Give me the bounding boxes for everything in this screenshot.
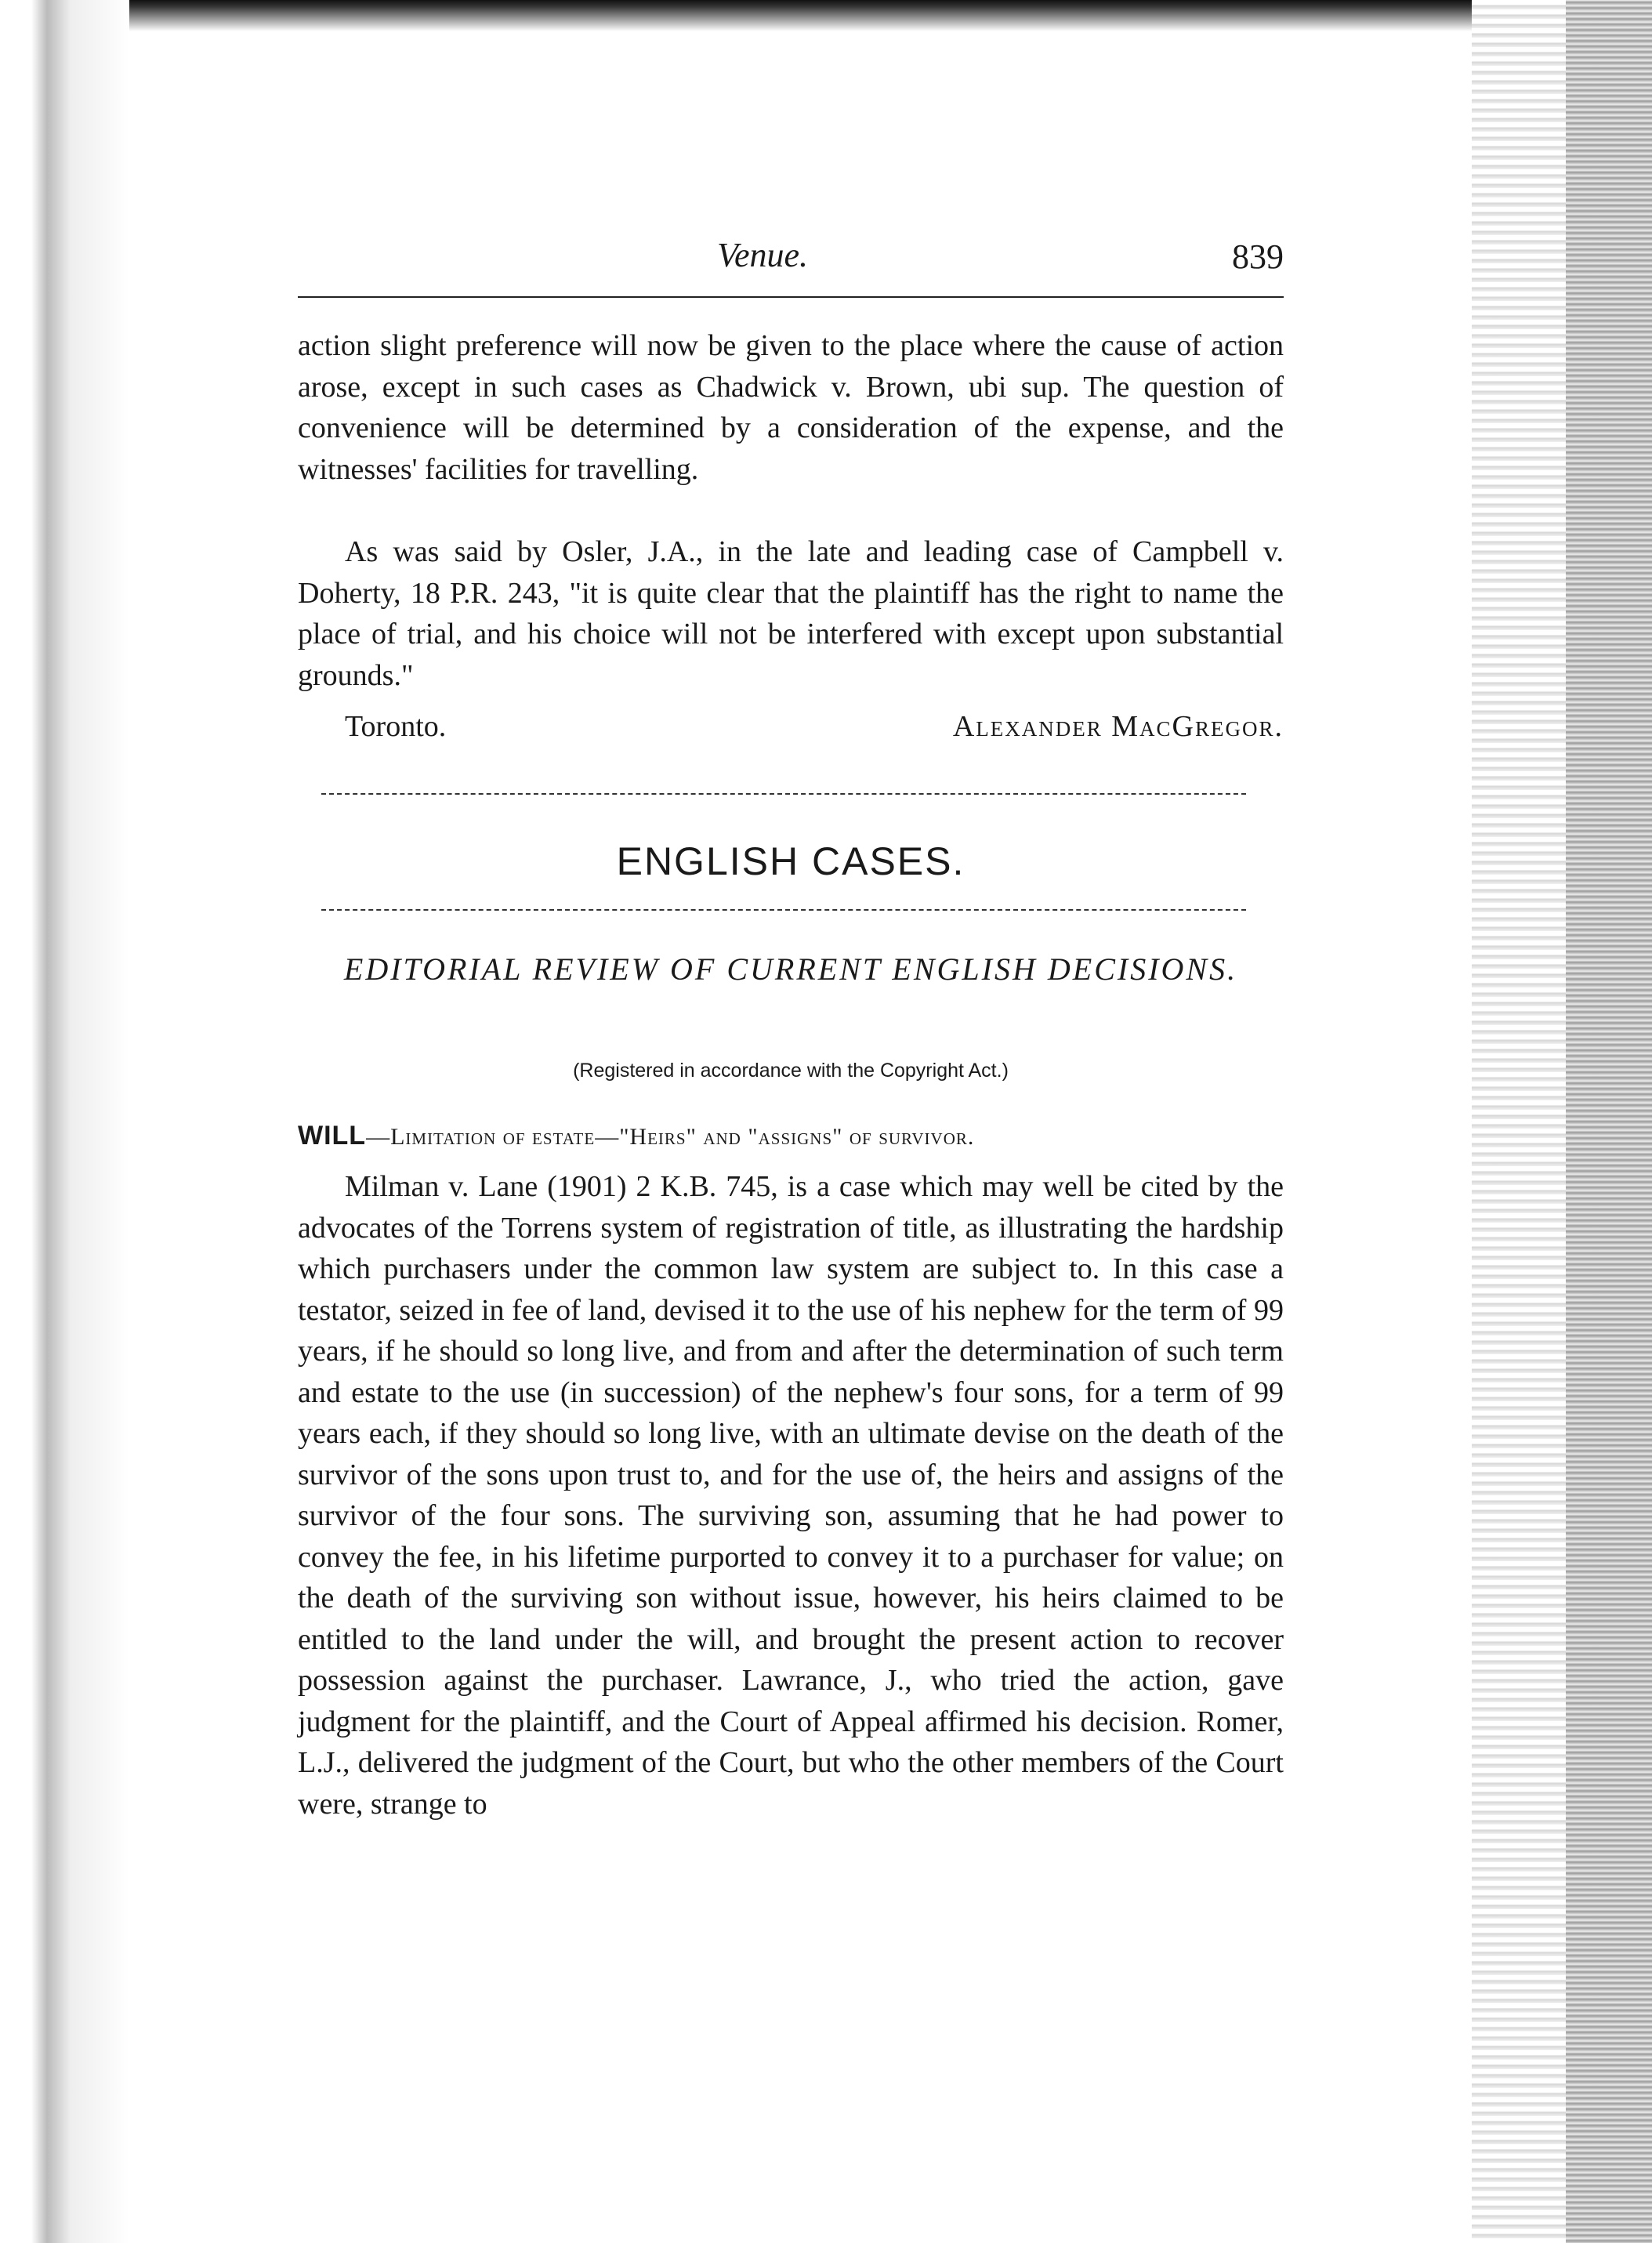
signature-place: Toronto. <box>345 710 447 743</box>
header-rule <box>298 296 1284 298</box>
case-heading-rest: —Limitation of estate—"Heirs" and "assigns" of survivor. <box>366 1124 975 1150</box>
scan-right-page-stack <box>1566 0 1652 2243</box>
paragraph-milman-v-lane: Milman v. Lane (1901) 2 K.B. 745, is a case which may well be cited by the advocates of the Torrens system of registration of title, as illustrating the hardship which purchasers under the common law system are subject to. In this case a testator, seized in fee of land, devised it to the use of his nephew for the term of 99 years, if he should so long live, and from and after the determination of such term and estate to the use (in succession) of the nephew's four sons, for a term of 99 years each, if they should so long live, with an ultimate devise on the death of the survivor of the sons upon trust to, and for the use of, the heirs and assigns of the survivor of the four sons. The surviving son, assuming that he had power to convey the fee, in his lifetime purported to convey it to a purchaser for value; on the death of the surviving son without issue, however, his heirs claimed to be entitled to the land under the will, and brought the present action to recover possession against the purchaser. Lawrance, J., who tried the action, gave judgment for the plaintiff, and the Court of Appeal affirmed his decision. Romer, L.J., delivered the judgment of the Court, but who the other members of the Court were, strange to <box>298 1170 1284 1821</box>
section-rule-top <box>321 793 1246 795</box>
page-number: 839 <box>1232 237 1284 276</box>
signature-author: Alexander MacGregor. <box>952 710 1284 743</box>
book-page <box>298 0 1284 2243</box>
paragraph-venue-conclusion: action slight preference will now be given to the place where the cause of action arose, except in such cases as Chadwick v. Brown, ubi sup. The question of convenience will be determined by a consideration of the expense, and the witnesses' facilities for travelling. <box>298 329 1284 486</box>
section-rule-bottom <box>321 909 1246 911</box>
case-heading <box>298 1121 974 1151</box>
running-title: Venue. <box>717 236 809 274</box>
page-header <box>298 235 1284 290</box>
case-heading-lead: WILL <box>298 1121 367 1150</box>
paragraph-osler-quote: As was said by Osler, J.A., in the late and leading case of Campbell v. Doherty, 18 P.R. 243, "it is quite clear that the plaintiff has the right to name the place of trial, and his choice will not be interfered with except upon substantial grounds." <box>298 535 1284 692</box>
editorial-subtitle: EDITORIAL REVIEW OF CURRENT ENGLISH DECISIONS. <box>343 951 1238 987</box>
copyright-notice: (Registered in accordance with the Copyright Act.) <box>573 1060 1009 1082</box>
section-title: ENGLISH CASES. <box>616 839 965 883</box>
scan-left-gutter <box>0 0 129 2243</box>
